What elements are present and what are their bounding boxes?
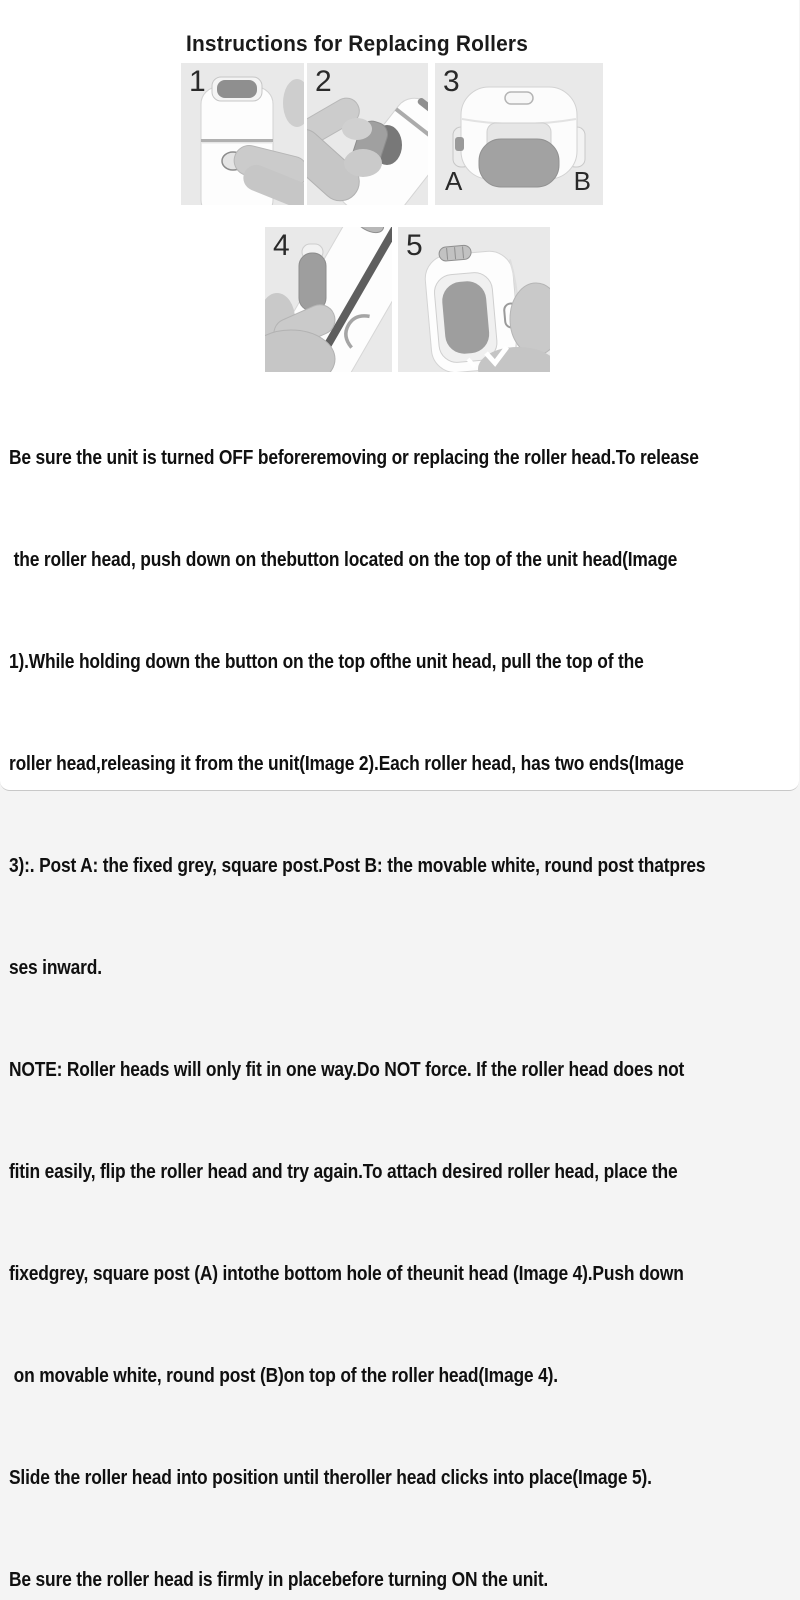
instruction-line: fixedgrey, square post (A) intothe bottom hole of theunit head (Image 4).Push down [9,1263,684,1285]
figure-panel-2 [307,63,428,205]
instruction-line: the roller head, push down on thebutton located on the top of the unit head(Image [9,549,678,571]
instruction-line: 1).While holding down the button on the top ofthe unit head, pull the top of the [9,651,644,673]
instruction-line: Be sure the roller head is firmly in placebefore turning ON the unit. [9,1569,549,1591]
release-button-top [505,92,533,104]
figure-panel-4 [265,227,392,372]
figure-panel-1 [181,63,304,205]
instruction-line: Be sure the unit is turned OFF beforeremoving or replacing the roller head.To release [9,447,699,469]
post-label-b: B [573,166,591,196]
figure-number-1: 1 [189,65,206,98]
figure-number-5: 5 [406,229,423,262]
instruction-line: roller head,releasing it from the unit(Image 2).Each roller head, has two ends(Image [9,753,684,775]
figure-number-4: 4 [273,229,290,262]
figure-number-3: 3 [443,65,460,98]
post-label-a: A [445,166,463,196]
figure-panel-5 [398,227,550,372]
instruction-text-block [9,373,800,1600]
instruction-line: on movable white, round post (B)on top of the roller head(Image 4). [9,1365,558,1387]
instruction-line: NOTE: Roller heads will only fit in one way.Do NOT force. If the roller head does not [9,1059,685,1081]
roller-head [441,280,491,356]
instruction-line: Slide the roller head into position until theroller head clicks into place(Image 5). [9,1467,652,1489]
figure-panel-3 [435,63,603,205]
instruction-line: ses inward. [9,957,102,979]
instruction-line: 3):. Post A: the fixed grey, square post.Post B: the movable white, round post thatpres [9,855,706,877]
page-title: Instructions for Replacing Rollers [185,31,529,56]
instruction-line: fitin easily, flip the roller head and try again.To attach desired roller head, place the [9,1161,678,1183]
roller-head [299,253,326,311]
figure-number-2: 2 [315,65,332,98]
roller-head [479,139,559,187]
